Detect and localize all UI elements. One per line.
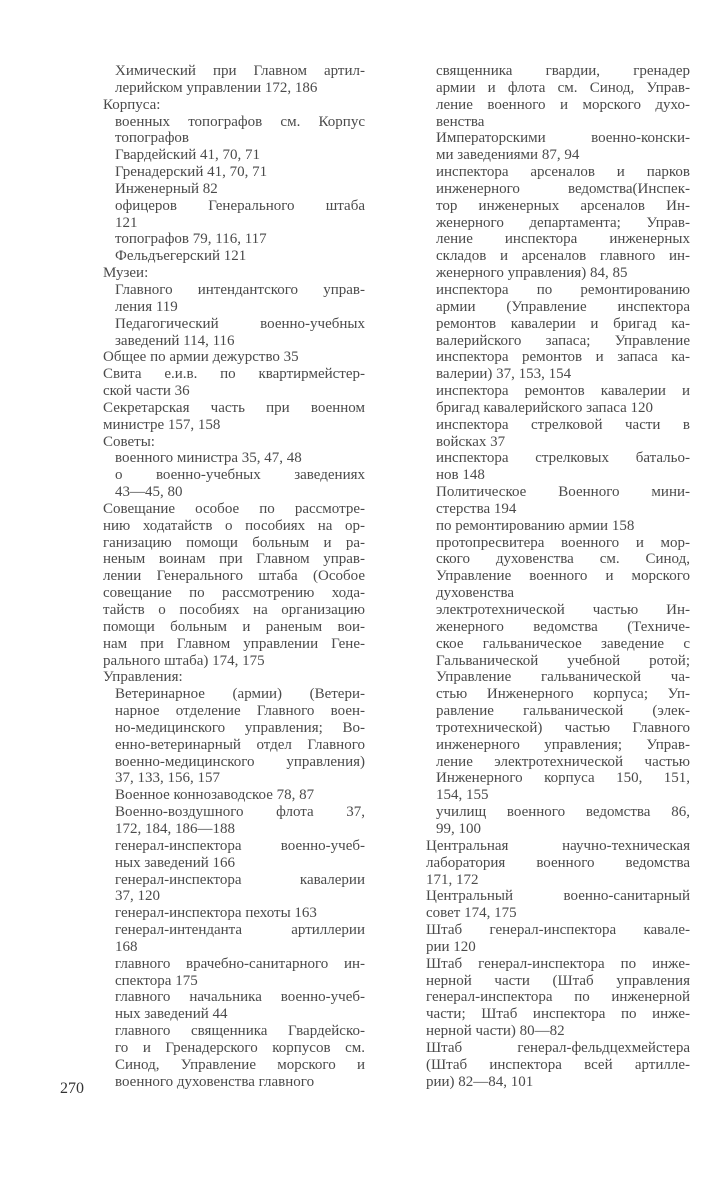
index-entry-line: электротехнической частью Ин- xyxy=(436,602,690,618)
index-entry-line: рии) 82—84, 101 xyxy=(426,1073,534,1090)
index-entry-line: ление инспектора инженерных xyxy=(436,231,690,248)
index-entry-line: 171, 172 xyxy=(426,871,479,888)
index-entry xyxy=(426,922,690,956)
index-entry-line: тротехнической) частью Главного xyxy=(436,719,690,736)
index-entry-line: енно-ветеринарный отдел Главного xyxy=(115,736,365,753)
index-entry xyxy=(103,181,365,198)
index-entry xyxy=(103,838,365,872)
index-entry-line: протопресвитера военного и мор- xyxy=(436,534,690,551)
index-entry-line: министре 157, 158 xyxy=(103,416,221,433)
index-entry xyxy=(426,484,690,518)
index-entry-line: 154, 155 xyxy=(436,787,489,804)
index-entry-line: Музеи: xyxy=(103,265,149,282)
index-entry-line: инженерного управления; Управ- xyxy=(436,736,690,753)
index-entry xyxy=(103,97,365,114)
index-entry-line: Управления: xyxy=(103,669,183,686)
index-entry xyxy=(103,686,365,787)
index-entry xyxy=(103,198,365,232)
index-entry-line: венства xyxy=(436,113,485,130)
index-entry-line: Свита е.и.в. по квартирмейстер- xyxy=(103,366,365,383)
index-entry-line: военного министра 35, 47, 48 xyxy=(115,450,302,467)
index-entry xyxy=(426,602,690,804)
index-entry-line: армии и флота см. Синод, Управ- xyxy=(436,79,690,96)
index-entry-line: Инженерного корпуса 150, 151, xyxy=(436,770,690,787)
index-entry-line: помощи больным и раненым вои- xyxy=(103,618,365,635)
index-entry-line: нерной части) 80—82 xyxy=(426,1023,565,1040)
index-entry xyxy=(103,164,365,181)
index-entry xyxy=(426,535,690,602)
index-entry xyxy=(103,400,365,434)
index-entry-line: Ветеринарное (армии) (Ветери- xyxy=(115,686,365,703)
index-entry-line: Управление военного и морского xyxy=(436,568,690,585)
index-entry-line: Управление гальванической ча- xyxy=(436,669,690,686)
index-entry-line: духовенства xyxy=(436,585,514,602)
index-entry-line: инспектора арсеналов и парков xyxy=(436,164,690,181)
index-entry-line: Корпуса: xyxy=(103,96,161,113)
index-entry xyxy=(103,63,365,97)
index-entry xyxy=(426,417,690,451)
index-entry-line: Штаб генерал-инспектора по инже- xyxy=(426,955,690,972)
index-entry-line: Инженерный 82 xyxy=(115,180,218,197)
index-entry-line: генерал-инспектора военно-учеб- xyxy=(115,837,365,854)
index-entry-line: но-медицинского управления; Во- xyxy=(115,719,365,736)
index-entry xyxy=(103,114,365,148)
index-entry xyxy=(426,450,690,484)
index-entry xyxy=(103,349,365,366)
index-entry-line: Центральный военно-санитарный xyxy=(426,888,690,905)
index-entry-line: рии 120 xyxy=(426,938,476,955)
index-entry-line: ской части 36 xyxy=(103,383,190,400)
index-entry-line: топографов 79, 116, 117 xyxy=(115,231,267,248)
index-entry-line: генерал-инспектора пехоты 163 xyxy=(115,905,317,922)
index-entry-line: заведений 114, 116 xyxy=(115,332,235,349)
index-entry-line: нию ходатайств о пособиях на ор- xyxy=(103,517,365,534)
index-entry-line: военных топографов см. Корпус xyxy=(115,113,365,130)
index-entry-line: спектора 175 xyxy=(115,972,198,989)
index-entry-line: Политическое Военного мини- xyxy=(436,484,690,501)
index-entry xyxy=(426,1040,690,1091)
index-entry-line: Гвардейский 41, 70, 71 xyxy=(115,147,261,164)
index-entry xyxy=(103,265,365,282)
index-entry-line: ское гальваническое заведение с xyxy=(436,635,690,652)
index-entry-line: нарное отделение Главного воен- xyxy=(115,703,365,720)
index-entry-line: Военно-воздушного флота 37, xyxy=(115,804,365,821)
index-entry-line: ление военного и морского духо- xyxy=(436,96,690,113)
index-entry-line: 43—45, 80 xyxy=(115,484,183,501)
index-entry-line: Штаб генерал-инспектора кавале- xyxy=(426,922,690,939)
index-entry-line: ление электротехнической частью xyxy=(436,753,690,770)
index-entry-line: главного начальника военно-учеб- xyxy=(115,989,365,1006)
index-entry xyxy=(103,872,365,906)
index-entry-line: Главного интендантского управ- xyxy=(115,281,365,298)
index-entry-line: 37, 120 xyxy=(115,888,160,905)
index-entry-line: (Штаб инспектора всей артилле- xyxy=(426,1056,690,1073)
index-entry-line: ных заведений 166 xyxy=(115,854,236,871)
index-entry-line: генерал-интенданта артиллерии xyxy=(115,922,365,939)
index-entry-line: лении Генерального штаба (Особое xyxy=(103,568,365,585)
index-entry-line: училищ военного ведомства 86, xyxy=(436,804,690,821)
index-entry xyxy=(103,434,365,451)
index-entry-line: Совещание особое по рассмотре- xyxy=(103,500,365,517)
index-entry xyxy=(103,989,365,1023)
index-entry xyxy=(103,450,365,467)
index-entry-line: Императорскими военно-конски- xyxy=(436,130,690,147)
index-entry-line: Общее по армии дежурство 35 xyxy=(103,349,299,366)
index-entry-line: валерии) 37, 153, 154 xyxy=(436,366,572,383)
index-entry-line: Штаб генерал-фельдцехмейстера xyxy=(426,1039,690,1056)
index-entry-line: 121 xyxy=(115,214,138,231)
index-entry-line: совещание по рассмотрению хода- xyxy=(103,585,365,602)
index-entry-line: войсках 37 xyxy=(436,433,506,450)
index-entry-line: стерства 194 xyxy=(436,500,517,517)
index-entry xyxy=(103,956,365,990)
index-entry-line: лаборатория военного ведомства xyxy=(426,854,690,871)
index-entry-line: священника гвардии, гренадер xyxy=(436,63,690,79)
index-entry-line: главного священника Гвардейско- xyxy=(115,1023,365,1040)
index-entry xyxy=(103,1023,365,1090)
index-entry-line: лерийском управлении 172, 186 xyxy=(115,79,318,96)
index-column-right xyxy=(426,63,690,1090)
index-entry-line: Гренадерский 41, 70, 71 xyxy=(115,164,268,181)
index-entry-line: валерийского запаса; Управление xyxy=(436,332,690,349)
index-entry-line: го и Гренадерского корпусов см. xyxy=(115,1039,365,1056)
index-entry-line: инспектора по ремонтированию xyxy=(436,281,690,298)
index-entry xyxy=(103,231,365,248)
index-entry-line: военного духовенства главного xyxy=(115,1073,315,1090)
index-entry-line: инспектора стрелковых батальо- xyxy=(436,450,690,467)
index-entry-line: о военно-учебных заведениях xyxy=(115,467,365,484)
index-entry-line: тор инженерных арсеналов Ин- xyxy=(436,197,690,214)
index-entry xyxy=(103,282,365,316)
index-entry-line: 99, 100 xyxy=(436,820,481,837)
index-entry xyxy=(426,282,690,383)
index-entry-line: ремонтов кавалерии и бригад ка- xyxy=(436,315,690,332)
index-entry xyxy=(426,63,690,130)
index-entry-line: инспектора ремонтов и запаса ка- xyxy=(436,349,690,366)
index-entry-line: Химический при Главном артил- xyxy=(115,63,365,79)
index-entry-line: нов 148 xyxy=(436,467,485,484)
index-entry-line: женерного департамента; Управ- xyxy=(436,214,690,231)
index-entry-line: совет 174, 175 xyxy=(426,905,517,922)
index-entry-line: генерал-инспектора по инженерной xyxy=(426,989,690,1006)
index-entry-line: 37, 133, 156, 157 xyxy=(115,770,220,787)
index-entry-line: Центральная научно-техническая xyxy=(426,837,690,854)
index-entry-line: инженерного ведомства(Инспек- xyxy=(436,180,690,197)
index-entry-line: части; Штаб инспектора по инже- xyxy=(426,1006,690,1023)
index-entry xyxy=(103,669,365,686)
index-entry xyxy=(103,922,365,956)
index-entry-line: 168 xyxy=(115,938,138,955)
index-entry-line: ных заведений 44 xyxy=(115,1006,228,1023)
index-entry-line: ского духовенства см. Синод, xyxy=(436,551,690,568)
index-entry-line: женерного управления) 84, 85 xyxy=(436,265,628,282)
index-entry xyxy=(426,888,690,922)
index-entry xyxy=(426,838,690,889)
index-entry xyxy=(103,905,365,922)
index-entry-line: ми заведениями 87, 94 xyxy=(436,147,580,164)
index-entry-line: Секретарская часть при военном xyxy=(103,399,365,416)
index-entry xyxy=(103,467,365,501)
index-entry-line: инспектора ремонтов кавалерии и xyxy=(436,383,690,400)
index-entry xyxy=(426,130,690,164)
index-entry-line: военно-медицинского управления) xyxy=(115,753,365,770)
index-entry xyxy=(103,787,365,804)
index-entry-line: неным воинам при Главном управ- xyxy=(103,551,365,568)
index-entry-line: равление гальванической (элек- xyxy=(436,703,690,720)
index-entry xyxy=(103,147,365,164)
index-entry-line: армии (Управление инспектора xyxy=(436,298,690,315)
index-entry-line: Синод, Управление морского и xyxy=(115,1056,365,1073)
index-entry xyxy=(103,501,365,669)
index-entry-line: нам при Главном управлении Гене- xyxy=(103,635,365,652)
index-entry xyxy=(103,804,365,838)
index-entry-line: складов и арсеналов главного ин- xyxy=(436,248,690,265)
index-entry-line: по ремонтированию армии 158 xyxy=(436,517,635,534)
index-entry-line: Фельдъегерский 121 xyxy=(115,248,247,265)
index-column-left xyxy=(103,63,365,1090)
index-entry-line: Педагогический военно-учебных xyxy=(115,315,365,332)
index-entry-line: инспектора стрелковой части в xyxy=(436,416,690,433)
index-entry-line: стью Инженерного корпуса; Уп- xyxy=(436,686,690,703)
index-entry xyxy=(426,383,690,417)
index-entry xyxy=(103,316,365,350)
index-entry xyxy=(426,804,690,838)
index-entry-line: Советы: xyxy=(103,433,155,450)
index-entry-line: рального штаба) 174, 175 xyxy=(103,652,265,669)
index-entry xyxy=(103,366,365,400)
index-entry xyxy=(426,518,690,535)
index-entry xyxy=(426,164,690,282)
index-entry xyxy=(426,956,690,1040)
index-entry-line: генерал-инспектора кавалерии xyxy=(115,871,365,888)
index-entry-line: бригад кавалерийского запаса 120 xyxy=(436,399,653,416)
index-entry-line: тайств о пособиях на организацию xyxy=(103,602,365,618)
index-entry-line: Гальванической учебной ротой; xyxy=(436,652,690,669)
index-entry-line: топографов xyxy=(115,130,189,147)
index-entry-line: офицеров Генерального штаба xyxy=(115,197,365,214)
index-entry-line: ления 119 xyxy=(115,298,178,315)
index-entry-line: ганизацию помощи больным и ра- xyxy=(103,534,365,551)
page-number: 270 xyxy=(60,1080,84,1097)
index-entry-line: нерной части (Штаб управления xyxy=(426,972,690,989)
index-entry-line: женерного ведомства (Техниче- xyxy=(436,618,690,635)
index-entry xyxy=(103,248,365,265)
index-entry-line: 172, 184, 186—188 xyxy=(115,820,235,837)
index-entry-line: Военное коннозаводское 78, 87 xyxy=(115,787,315,804)
index-entry-line: главного врачебно-санитарного ин- xyxy=(115,955,365,972)
